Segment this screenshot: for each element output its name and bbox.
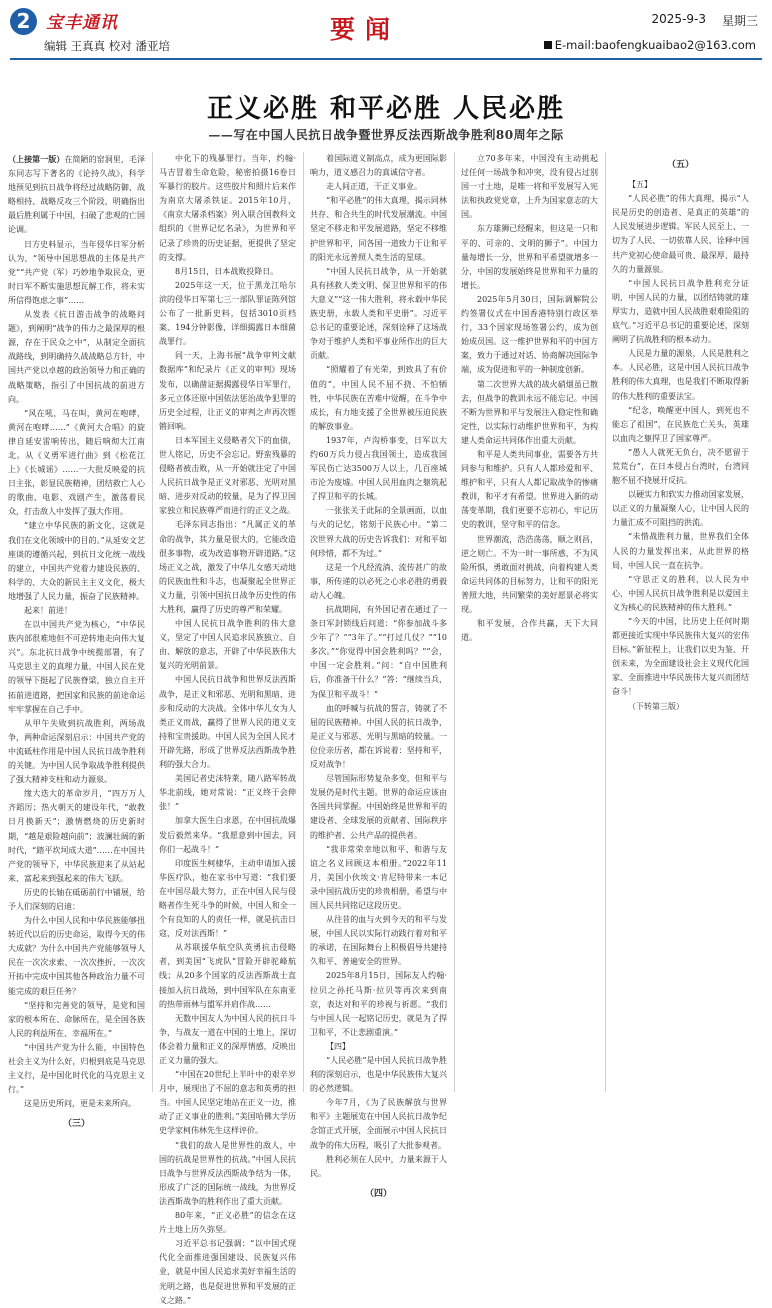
- article-paragraph: 【四】: [326, 1041, 350, 1051]
- article-paragraph: 从往昔的血与火到今天的和平与发展，中国人民以实际行动践行着对和平的承诺，在国际舞台上积极倡导共建持久和平、普遍安全的世界。: [310, 915, 447, 967]
- article-paragraph: 以硬实力和软实力推动国家发展，以正义的力量凝聚人心，让中国人民的力量汇成不可阻挡的洪流。: [612, 490, 749, 528]
- contact-email: [544, 38, 756, 52]
- article-column-4: [461, 152, 598, 1092]
- article-paragraph: 这是一个凡经流淌、流传甚广的故事，所传递的以必死之心求必胜的勇毅动人心魄。: [310, 562, 447, 600]
- section-title: 要闻: [330, 15, 401, 44]
- article-paragraph: 今年7月，《为了民族解放与世界和平》主题展览在中国人民抗日战争纪念馆正式开展，全面展示中国人民抗日战争的伟大历程，吸引了大批参观者。: [310, 1098, 447, 1150]
- section-mark-3: （三）: [62, 1119, 90, 1130]
- article-paragraph: 走人间正道，干正义事业。: [326, 182, 422, 192]
- article-paragraph: 2025年这一天，位于黑龙江哈尔滨的侵华日军第七三一部队罪证陈列馆公布了一批新史料，包括3010页档案、194分钟影像，详细揭露日本细菌战罪行。: [159, 280, 296, 347]
- article-paragraph: 尽管国际形势复杂多变，但和平与发展仍是时代主题。世界的命运应该由各国共同掌握。中国始终是世界和平的建设者、全球发展的贡献者、国际秩序的维护者、公共产品的提供者。: [310, 774, 447, 840]
- article-column-3: [310, 152, 447, 1199]
- article-paragraph: 从苏联援华航空队英勇抗击侵略者，到美国“飞虎队”冒险开辟驼峰航线；从20多个国家的反法西斯战士直接加入抗日战场，到中国军队在东南亚的热带雨林与盟军并肩作战……: [159, 943, 296, 1009]
- article-paragraph: 同一天，上海书展“战争审判文献数据库”和纪录片《正义的审判》现场发布，以确凿证据揭露侵华日军罪行，多元立体还原中国依法惩治战争犯罪的历史全过程，让正义的审判之声再次铿锵回响。: [159, 351, 296, 431]
- article-paragraph: 这是历史所问，更是未来所向。: [24, 1099, 136, 1109]
- lead-paragraph: [8, 152, 145, 238]
- article-paragraph: 中国人民抗日战争胜利的伟大意义，坚定了中国人民追求民族独立、自由、解放的意志，开辟了中华民族伟大复兴的光明前景。: [159, 619, 296, 671]
- article-paragraph: “今天的中国，比历史上任何时期都更接近实现中华民族伟大复兴的宏伟目标。”新征程上，让我们以史为鉴、开创未来，为全面建设社会主义现代化国家、全面推进中华民族伟大复兴而团结奋斗！: [612, 617, 749, 697]
- article-paragraph: “建立中华民族的新文化，这就是我们在文化领域中的目的。”从延安文艺座谈的遵循兴起，到抗日文化统一战线的建立，中国共产党着力建设民族的、科学的、大众的新民主主义文化，极大地增强了人民力量，振奋了民族精神。: [8, 521, 145, 601]
- column-divider: [605, 152, 606, 1092]
- article-paragraph: “愚人人就死无负台，决不愿留于荒荒台”，在日本侵占台湾时，台湾同胞不屈不挠展开反抗。: [612, 447, 749, 486]
- article-paragraph: “中国人民抗日战争，从一开始就具有拯救人类文明、保卫世界和平的伟大意义”“这一伟大胜利，将永载中华民族史册，永载人类和平史册”。习近平总书记的重要论述，深刻诠释了这场战争对于维护人类和平事业所作出的巨大贡献。: [310, 266, 447, 361]
- article-paragraph: “守思正义的胜利，以人民为中心，中国人民抗日战争胜利是以爱国主义为核心的民族精神的伟大胜利。”: [612, 574, 749, 612]
- article-paragraph: 人民是力量的源泉，人民是胜利之本。人民必胜，这是中国人民抗日战争胜利的伟大真理，也是我们不断取得新的伟大胜利的重要法宝。: [612, 349, 749, 401]
- page-number-badge: 2: [10, 8, 37, 35]
- section-mark-4: （四）: [364, 1188, 392, 1199]
- header-rule: [10, 58, 762, 60]
- article-paragraph: “未惜战胜利力量，世界我们全体人民的力量发挥出来，从此世界的格局，中国人民一直在抗争。: [612, 532, 749, 570]
- article-headline: 正义必胜 和平必胜 人民必胜: [206, 94, 566, 124]
- column-2-paragraphs: [159, 152, 296, 1308]
- article-paragraph: 中国人民抗日战争和世界反法西斯战争，是正义和邪恶、光明和黑暗、进步和反动的大决战。全体中华儿女为人类正义而战，赢得了世界人民的道义支持和宝贵援助。中国人民为全国人民才开辟先路，形成了世界反法西斯战争胜利的强大合力。: [159, 675, 296, 770]
- column-divider: [454, 152, 455, 1092]
- column-3-paragraphs: [310, 152, 447, 1181]
- article-paragraph: 缘大迭大的革命岁月，“四万万人齐蹈厉；热火朝天的建设年代，“敢教日月换新天”；激情燃烧的历史新时期，“越是艰险越向前”；波澜壮阔的新时代，“踏平坎坷成大道”……在中国共产党的领导下，中华民族迎来了从站起来、富起来到强起来的伟大飞跃。: [8, 789, 145, 883]
- article-paragraph: 一张张关于此际的全景画面，以血与火的记忆，铭刻于民族心中。“第二次世界大战的历史告诉我们：对和平如何珍惜，都不为过。”: [310, 506, 447, 558]
- article-body: [8, 152, 764, 1305]
- issue-weekday: 星期三: [721, 14, 758, 28]
- article-paragraph: 胜利必须在人民中，力量来源于人民。: [310, 1154, 447, 1178]
- article-paragraph: （下转第三版）: [628, 701, 684, 711]
- article-column-1: [8, 152, 145, 1130]
- article-paragraph: “人民必胜”是中国人民抗日战争胜利的深刻启示，也是中华民族伟大复兴的必然逻辑。: [310, 1056, 447, 1094]
- article-paragraph: “照耀着了有光荣，到致具了有价值的”，中国人民不屈不挠、不怕牺牲，中华民族在苦难中觉醒，在斗争中成长，有力地支援了全世界被压迫民族的解放事业。: [310, 365, 447, 431]
- article-paragraph: 起来！前进！: [24, 606, 72, 615]
- article-paragraph: 第二次世界大战的战火硝烟虽已散去，但战争的教训永远不能忘记。中国不断为世界和平与发展注入稳定性和确定性，以实际行动维护世界和平，为构建人类命运共同体作出重大贡献。: [461, 379, 598, 445]
- square-bullet-icon: [544, 41, 552, 49]
- article-paragraph: “和平必胜”的伟大真理，揭示同林共存、和合共生的时代发展潮流。中国坚定不移走和平发展道路，坚定不移维护世界和平，同各国一道致力于让和平的阳光永远普照人类生活的星球。: [310, 196, 447, 262]
- article-paragraph: 80年来，“正义必胜”的信念在这片土地上历久弥坚。: [159, 1211, 296, 1235]
- section-mark-5: （五）: [666, 160, 694, 170]
- article-paragraph: 【五】: [628, 180, 652, 190]
- continued-from-tag: （上接第一版）: [8, 154, 65, 164]
- article-paragraph: 从甲午失败到抗战胜利，两场战争，两种命运深刻启示：中国共产党的中流砥柱作用是中国人民抗日战争胜利的关键。为中国人民争取战争胜利提供了强大精神支柱和动力源泉。: [8, 718, 145, 785]
- column-1-paragraphs: [8, 238, 145, 1112]
- article-paragraph: “人民必胜”的伟大真理，揭示“人民是历史的创造者、是真正的英雄”的人民发展进步逻辑。军民人民至上、一切为了人民、一切依靠人民，诠释中国共产党初心使命最可贵、最深厚、最持久的力量源泉。: [612, 194, 749, 274]
- article-paragraph: 血的呼喊与抗战的誓言，铸就了不屈的民族精神。中国人民的抗日战争，是正义与邪恶、光明与黑暗的较量。一位位亲历者，都在诉说着：坚持和平，反对战争！: [310, 703, 447, 770]
- article-paragraph: “纪念，唤醒更中国人，到死也不能忘了祖国”，在民族危亡关头，英雄以血肉之躯捍卫了国家尊严。: [612, 405, 749, 443]
- article-paragraph: “我们的敌人是世界性的敌人，中国的抗战是世界性的抗战。”中国人民抗日战争与世界反法西斯战争结为一体，形成了广泛的国际统一战线，为世界反法西斯战争的胜利作出了重大贡献。: [159, 1140, 296, 1206]
- article-paragraph: “中国人民抗日战争胜利充分证明，中国人民的力量，以团结铸就的雄厚实力，造就中国人民战胜艰难险阻的底气。”习近平总书记的重要论述，深刻阐明了抗战胜利的根本动力。: [612, 278, 749, 345]
- article-paragraph: 习近平总书记强调：“以中国式现代化全面推进强国建设、民族复兴伟业，就是中国人民追求美好幸福生活的光明之路，也是促进世界和平发展的正义之路。”: [159, 1239, 296, 1305]
- article-paragraph: “中国共产党为什么能，中国特色社会主义为什么好，归根到底是马克思主义行，是中国化时代化的马克思主义行。”: [8, 1042, 145, 1095]
- column-divider: [303, 152, 304, 1092]
- article-paragraph: 毛泽东同志指出：“凡属正义的革命的战争，其力量是很大的，它能改造很多事物，或为改造事物开辟道路。”这场正义之战，激发了中华儿女感天动地的民族血性和斗志，也凝聚起全世界正义力量，引领中国抗日战争历史性的伟大胜利，赢得了历史的尊严和荣耀。: [159, 520, 296, 614]
- column-divider: [152, 152, 153, 1092]
- lead-text: 在简陋的窑洞里，毛泽东同志写下著名的《论持久战》，科学地预见到抗日战争将经过战略防御、战略相持、战略反攻三个阶段，明确指出最后胜利属于中国，扫破了悲观的亡国论调。: [8, 155, 145, 235]
- article-paragraph: 1937年，卢沟桥事变，日军以大约60万兵力侵占我国领土，造成我国军民伤亡达3500万人以上，几百座城市沦为废墟。中国人民用血肉之躯筑起了捍卫和平的长城。: [310, 435, 447, 502]
- staff-credits: 编辑 王真真 校对 潘亚培: [44, 39, 170, 53]
- column-4-paragraphs: [461, 152, 598, 645]
- article-paragraph: 2025年8月15日，国际友人约翰·拉贝之孙托马斯·拉贝等再次来到南京，表达对和平的珍视与祈愿。“我们与中国人民一起铭记历史，就是为了捍卫和平，不让悲剧重演。”: [310, 971, 447, 1037]
- column-5-paragraphs: [612, 178, 749, 714]
- article-paragraph: 从发表《抗日游击战争的战略问题》，到阐明“战争的伟力之最深厚的根源，存在于民众之中”，从制定全面抗战路线，到明确持久战战略总方针，中国共产党以卓越的政治领导力和正确的战略策略，指引了中国抗战的前进方向。: [8, 310, 145, 404]
- article-paragraph: 日本军国主义侵略者欠下的血债，世人铭记，历史不会忘记。野蛮残暴的侵略者被击败，从一开始就注定了中国人民抗日战争是正义对邪恶、光明对黑暗、进步对反动的较量，是为了捍卫国家独立和民族尊严而进行的正义之战。: [159, 435, 296, 516]
- article-paragraph: 历史的长轴在砥砺前行中铺展，给予人们深刻的启迪：: [8, 887, 145, 911]
- article-paragraph: 日方史料显示，当年侵华日军分析认为，“领导中国思想战的主体是共产党”“共产党（军）巧妙地争取民众，更时日军不断实施思想瓦解工作，将未实所信得饱虑之事”……: [8, 239, 145, 305]
- article-paragraph: 立70多年来，中国没有主动挑起过任何一场战争和冲突，没有侵占过别国一寸土地，是唯一将和平发展写入宪法和执政党党章，上升为国家意志的大国。: [461, 154, 598, 220]
- issue-date: 2025-9-3: [651, 12, 706, 26]
- article-paragraph: 东方雄狮已经醒来，但这是一只和平的、可亲的、文明的狮子”。中国力量每增长一分，世界和平希望就增多一分，中国的发展始终是世界和平力量的增长。: [461, 224, 598, 290]
- article-paragraph: 和平是人类共同事业，需要各方共同参与和维护。只有人人都珍爱和平、维护和平，只有人人都记取战争的惨痛教训，和平才有希望。世界进入新的动荡变革期，我们更要不忘初心，牢记历史的教训，坚守和平的信念。: [461, 449, 598, 530]
- article-paragraph: 着国际道义制高点，成为更国际影响力，道义感召力的真诚信守者。: [310, 154, 447, 178]
- article-paragraph: 中化下的残暴罪行。当年，约翰·马吉冒着生命危险，秘密拍摄16卷日军暴行的胶片。这些胶片和照片后来作为南京大屠杀铁证。2015年10月，《南京大屠杀档案》列入联合国教科文组织的《世界记忆名录》，为世界和平记录了珍贵的历史证据，更提供了坚定的支撑。: [159, 154, 296, 262]
- email-text: E-mail:baofengkuaibao2@163.com: [554, 38, 756, 52]
- article-paragraph: 世界潮流，浩浩荡荡，顺之则昌，逆之则亡。不为一时一事所惑，不为风险所惧，勇敢面对挑战，向着构建人类命运共同体的目标努力，让和平的阳光普照大地，共同繁荣的美好愿景必将实现。: [461, 534, 598, 614]
- article-column-2: [159, 152, 296, 1305]
- article-paragraph: “我非常荣幸地以和平、和谐与友谊之名义回顾这本相册。”2022年11月，美国小伙埃文·肯尼特带来一本记录中国抗战历史的珍贵相册，希望与中国人民共同铭记这段历史。: [310, 844, 447, 910]
- article-paragraph: “中国在20世纪上半叶中的艰辛岁月中，展现出了不屈的意志和英勇的担当。中国人民坚定地站在正义一边，推动了正义事业的胜利。”美国哈佛大学历史学家柯伟林先生这样评价。: [159, 1070, 296, 1136]
- article-paragraph: 8月15日，日本战败投降日。: [175, 266, 279, 276]
- article-paragraph: 印度医生柯棣华，主动申请加入援华医疗队，他在家书中写道：“我们要在中国尽最大努力，正在中国人民与侵略者作生死斗争的时候，中国人和全一个有良知的人的责任一样，就是抗击日寇，反对法西斯！”: [159, 858, 296, 939]
- paper-name-logo: 宝丰通讯: [46, 13, 118, 33]
- article-paragraph: “风在吼，马在叫，黄河在咆哮，黄河在咆哮……”《黄河大合唱》的旋律自延安雷响传出，随后响彻大江南北。从《义勇军进行曲》到《松花江上》《长城谣》……一大批反映爱的抗日主张，彰显民族精神，团结救亡人心的歌曲、电影、戏剧产生，激荡着民众，打击敌人中发挥了强大作用。: [8, 408, 145, 517]
- article-paragraph: 为什么中国人民和中华民族能够扭转近代以后的历史命运，取得今天的伟大成就？为什么中国共产党能够领导人民在一次次求索、一次次挫折、一次次开拓中完成中国其他各种政治力量不可能完成的艰巨任务？: [8, 916, 145, 996]
- article-paragraph: 加拿大医生白求恩，在中国抗战爆发后毅然来华。“我愿意到中国去，同你们一起战斗！”: [159, 816, 296, 854]
- article-paragraph: 无数中国友人为中国人民的抗日斗争，与战友一道在中国的土地上，深切体会着力量和正义的深厚情感，反映出正义力量的强大。: [159, 1013, 296, 1065]
- article-paragraph: 和平发展，合作共赢，天下大同道。: [461, 619, 598, 643]
- article-paragraph: 2025年5月30日，国际调解院公约签署仪式在中国香港特别行政区举行，33个国家现场签署公约，成为创始成员国。这一维护世界和平的中国方案，致力于通过对话、协商解决国际争端，成为促进和平的一种制度创新。: [461, 294, 598, 375]
- article-subtitle: ——写在中国人民抗日战争暨世界反法西斯战争胜利80周年之际: [208, 128, 564, 142]
- article-paragraph: 美国记者史沫特莱，随八路军转战华北前线，她对常说：“正义终于会伸张！”: [159, 774, 296, 812]
- article-paragraph: “坚持和完善党的领导，是党和国家的根本所在、命脉所在，是全国各族人民的利益所在、幸福所在。”: [8, 1000, 145, 1038]
- article-paragraph: 抗战期间，有外国记者在通过了一条日军封锁线后问道：“你参加战斗多少年了？”“3年了。”“打过几仗？”“10多次。”“你觉得中国会胜利吗？”“会，中国一定会胜利。”问：“自中国胜利后，你准备干什么？”答：“继续当兵，为保卫和平战斗！”: [310, 605, 447, 699]
- article-paragraph: 在以中国共产党为核心，“中华民族内部很难地但不可逆转地走向伟大复兴”。东北抗日战争中统揽部署，有了马克思主义的真理力量，中国人民在党的领导下挺起了民族脊梁，独立自主开拓前进道路，把国家和民族的前途命运牢牢掌握在自己手中。: [8, 620, 145, 714]
- page-header: [0, 0, 772, 64]
- article-column-5: [612, 152, 749, 1092]
